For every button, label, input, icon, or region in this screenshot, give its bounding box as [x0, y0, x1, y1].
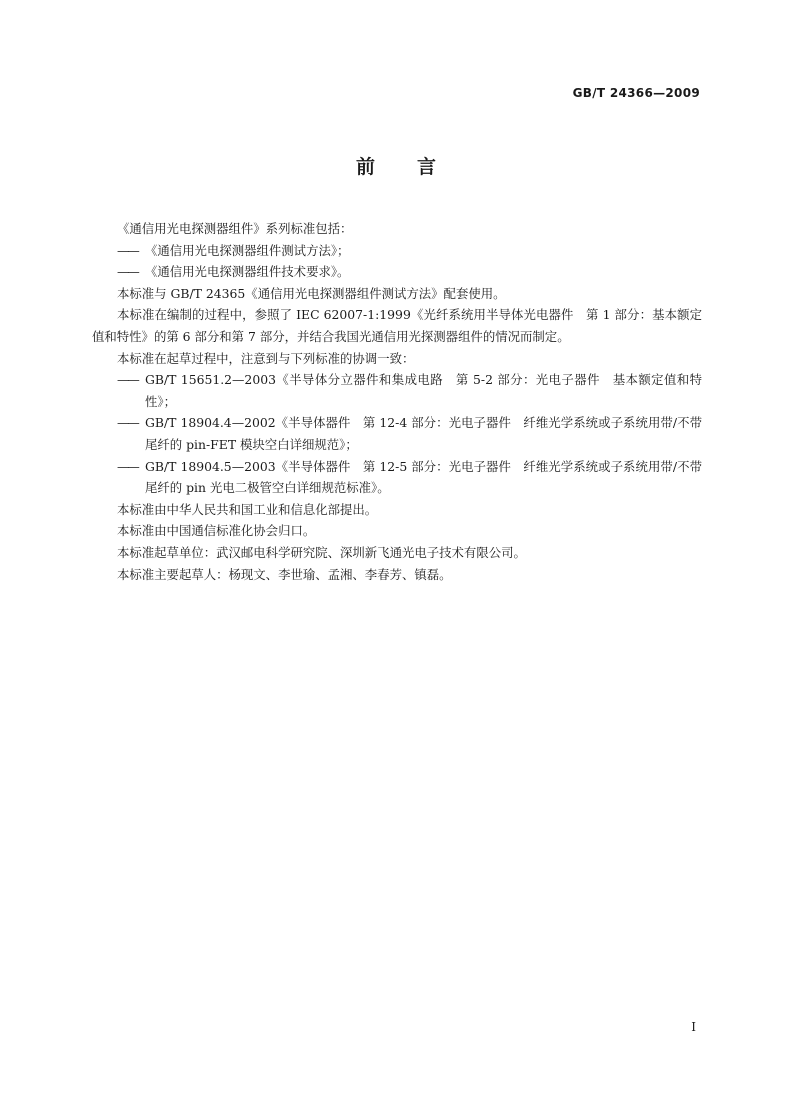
paragraph-proposer: 本标准由中华人民共和国工业和信息化部提出。	[117, 501, 378, 517]
foreword-body	[92, 218, 702, 585]
list-item-text: GB/T 15651.2—2003《半导体分立器件和集成电路 第 5-2 部分：光电子器件 基本额定值和特性》；	[145, 372, 702, 409]
list-item-gbt-18904-5	[92, 456, 702, 499]
list-item-gbt-18904-4	[92, 412, 702, 455]
paragraph-coordination: 本标准在起草过程中，注意到与下列标准的协调一致：	[117, 350, 415, 366]
list-item-text: 《通信用光电探测器组件技术要求》。	[145, 264, 350, 280]
paragraph-drafters: 本标准主要起草人：杨现文、李世瑜、孟湘、李春芳、镇磊。	[117, 566, 452, 582]
page-number: I	[691, 1020, 696, 1034]
list-item-gbt-15651	[92, 369, 702, 412]
page-title: 前言	[355, 156, 478, 178]
list-item-test-methods	[92, 240, 702, 262]
paragraph-companion-standard: 本标准与 GB/T 24365《通信用光电探测器组件测试方法》配套使用。	[117, 285, 506, 301]
paragraph-drafting-units: 本标准起草单位：武汉邮电科学研究院、深圳新飞通光电子技术有限公司。	[117, 544, 526, 560]
list-item-text: GB/T 18904.4—2002《半导体器件 第 12-4 部分：光电子器件 纤维光学系统或子系统用带/不带尾纤的 pin-FET 模块空白详细规范》；	[145, 415, 702, 452]
list-item-text: GB/T 18904.5—2003《半导体器件 第 12-5 部分：光电子器件 纤维光学系统或子系统用带/不带尾纤的 pin 光电二极管空白详细规范标准》。	[145, 458, 702, 496]
list-item-text: 《通信用光电探测器组件测试方法》；	[145, 242, 350, 258]
paragraph-administrator: 本标准由中国通信标准化协会归口。	[117, 523, 316, 539]
dash-mark: ——	[117, 372, 138, 388]
dash-mark: ——	[117, 458, 138, 474]
dash-mark: ——	[117, 264, 138, 280]
list-item-tech-requirements	[92, 261, 702, 283]
paragraph-reference-iec: 本标准在编制的过程中，参照了 IEC 62007-1:1999《光纤系统用半导体光电器件 第 1 部分：基本额定值和特性》的第 6 部分和第 7 部分，并结合我国光通信用光探测器组件的情况而制定。	[92, 307, 702, 344]
dash-mark: ——	[117, 415, 138, 431]
dash-mark: ——	[117, 242, 138, 258]
paragraph-series-intro: 《通信用光电探测器组件》系列标准包括：	[117, 221, 353, 236]
standard-number: GB/T 24366—2009	[572, 86, 700, 100]
